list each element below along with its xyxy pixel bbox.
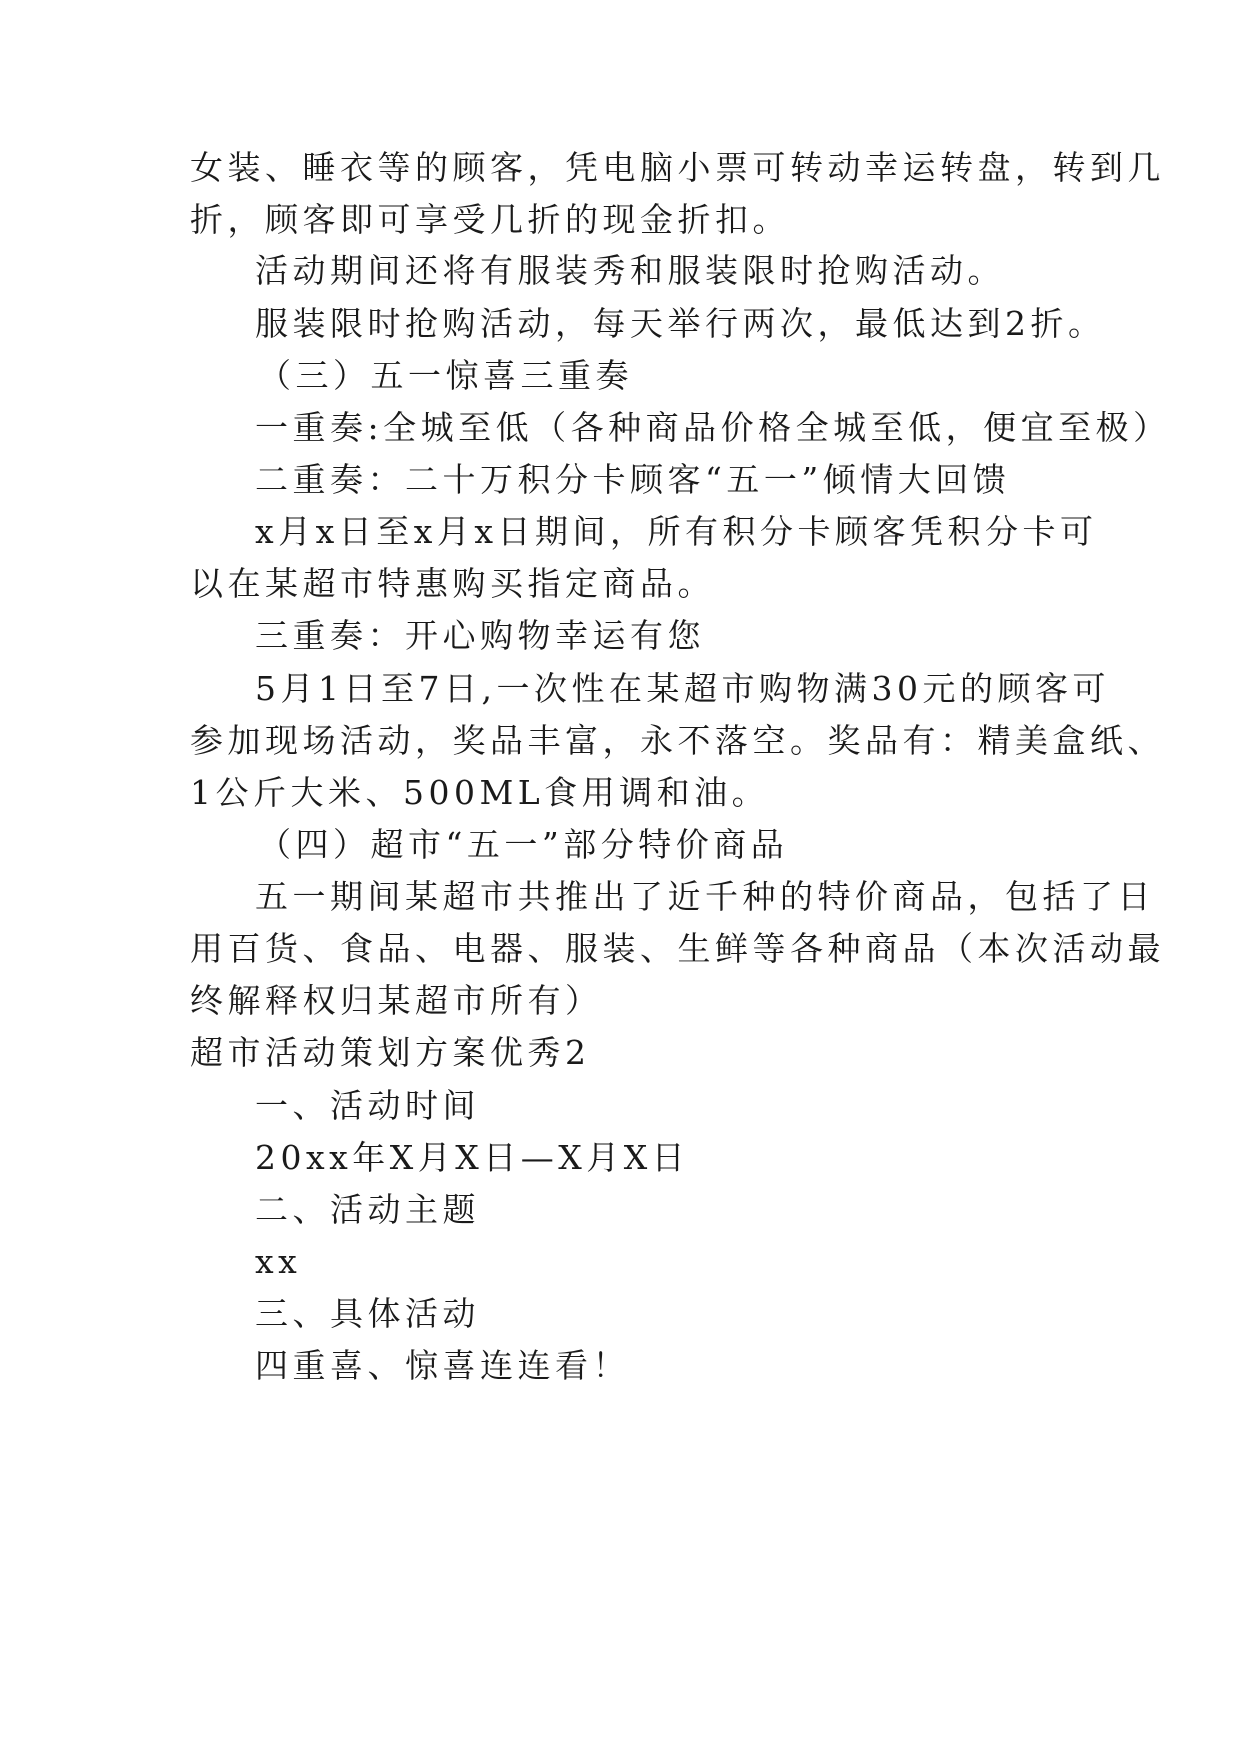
paragraph-line: 女装、睡衣等的顾客，凭电脑小票可转动幸运转盘，转到几 [190, 148, 1165, 187]
section-heading: （四）超市“五一”部分特价商品 [258, 825, 789, 864]
section-heading: 二、活动主题 [255, 1190, 480, 1229]
paragraph-line: 参加现场活动，奖品丰富，永不落空。奖品有：精美盒纸、 [190, 721, 1165, 760]
section-heading: 三、具体活动 [255, 1294, 480, 1333]
paragraph-line: 活动期间还将有服装秀和服装限时抢购活动。 [255, 251, 1005, 290]
paragraph-line: 一重奏:全城至低（各种商品价格全城至低，便宜至极） [255, 408, 1171, 447]
paragraph-line: 服装限时抢购活动，每天举行两次，最低达到2折。 [255, 304, 1106, 343]
paragraph-line: 用百货、食品、电器、服装、生鲜等各种商品（本次活动最 [190, 929, 1165, 968]
paragraph-line: 以在某超市特惠购买指定商品。 [190, 564, 715, 603]
paragraph-line: 终解释权归某超市所有） [190, 981, 603, 1020]
paragraph-line: 三重奏：开心购物幸运有您 [255, 616, 705, 655]
paragraph-line: 1公斤大米、500ML食用调和油。 [190, 773, 770, 812]
paragraph-line: 四重喜、惊喜连连看！ [255, 1346, 630, 1385]
paragraph-line: 折，顾客即可享受几折的现金折扣。 [190, 200, 790, 239]
paragraph-line: xx [255, 1242, 302, 1281]
paragraph-line: 二重奏：二十万积分卡顾客“五一”倾情大回馈 [255, 460, 1011, 499]
paragraph-line: x月x日至x月x日期间，所有积分卡顾客凭积分卡可 [255, 512, 1098, 551]
paragraph-line: 5月1日至7日,一次性在某超市购物满30元的顾客可 [255, 669, 1110, 708]
document-title: 超市活动策划方案优秀2 [190, 1033, 591, 1072]
section-heading: （三）五一惊喜三重奏 [258, 356, 633, 395]
paragraph-line: 20xx年X月X日—X月X日 [255, 1138, 690, 1177]
paragraph-line: 五一期间某超市共推出了近千种的特价商品，包括了日 [255, 877, 1155, 916]
section-heading: 一、活动时间 [255, 1086, 480, 1125]
